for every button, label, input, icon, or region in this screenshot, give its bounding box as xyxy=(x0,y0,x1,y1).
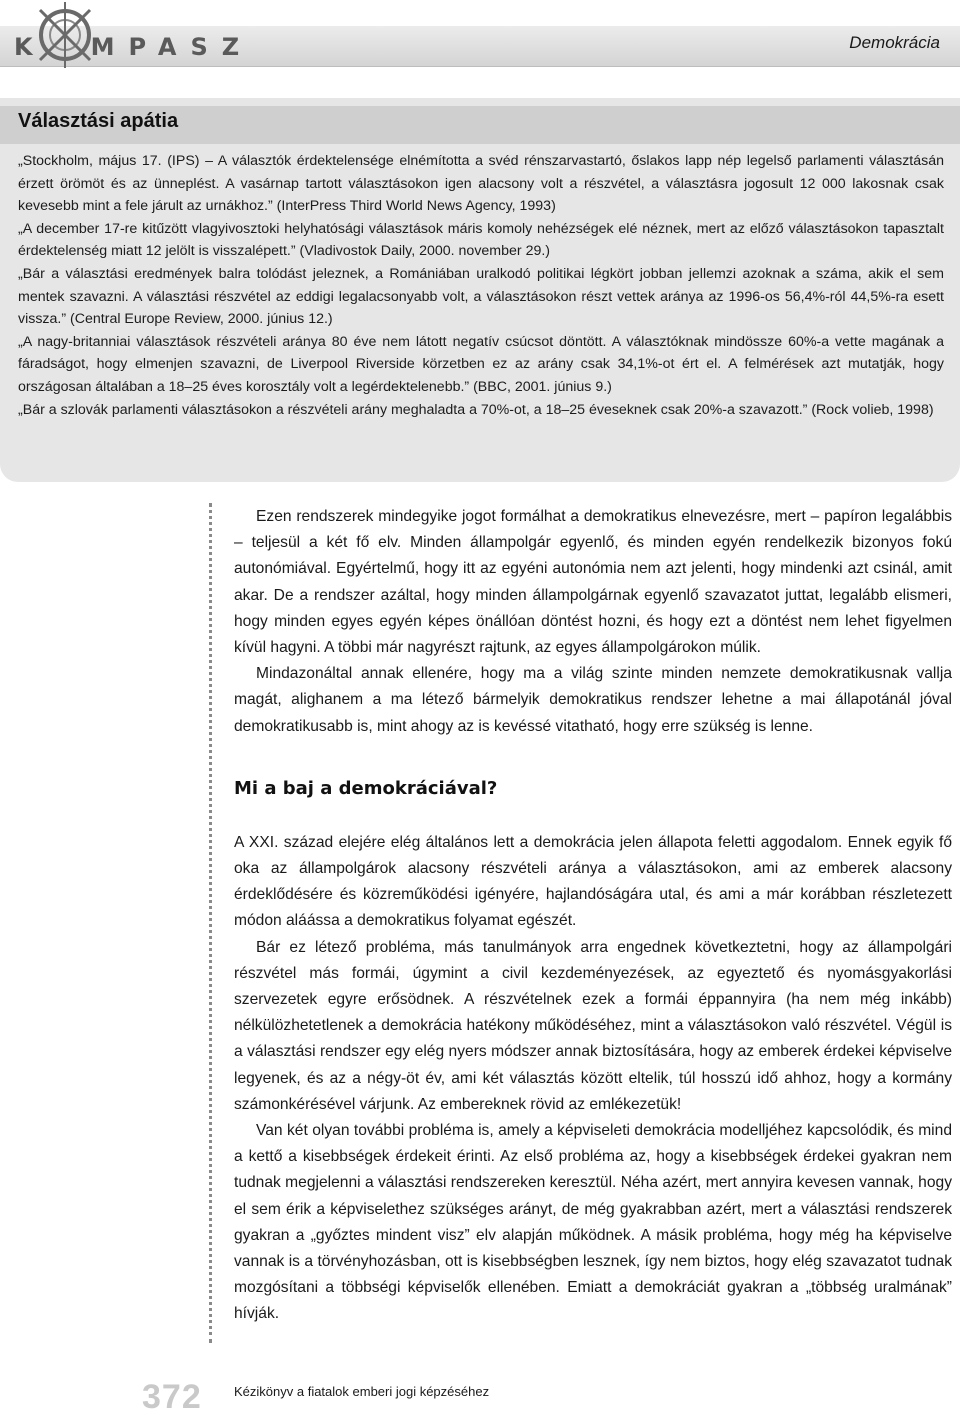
info-box-title: Választási apátia xyxy=(18,110,179,132)
quote-paragraph: „Stockholm, május 17. (IPS) – A választók érdektelensége elnémította a svéd rénszarvastartó, őslakos lapp nép legelső parlamenti választásán érzett örömöt és az ünneplést. A vasárnap tartott választásokon igen alacsony volt a részvétel, a választásra jogosult 12 000 lakosnak csak kevesebb mint a fele járult az urnákhoz.” (InterPress Third World News Agency, 1993) xyxy=(18,153,944,215)
page-header xyxy=(0,0,960,72)
body-paragraph: Ezen rendszerek mindegyike jogot formálhat a demokratikus elnevezésre, mert – papíron legalábbis – teljesül a két fő elv. Minden állampolgár egyenlő, és minden egyén rendelkezik bizonyos fokú autonómiával. Egyértelmű, hogy itt az egyéni autonómia nem azt jelenti, hogy mindenki azt csinál, amit akar. De a rendszer azáltal, hogy minden állampolgárnak egyenlő szavazatot juttat, legalább elismeri, hogy minden egyes egyén képes önállóan döntést hozni, és hogy ezt a döntést nem lehet figyelmen kívül hagyni. A többi már nagyrészt rajtunk, az egyes állampolgárokon múlik. xyxy=(234,508,952,657)
info-box-text xyxy=(18,150,944,421)
main-text xyxy=(234,504,952,1328)
logo-letter-k: K xyxy=(14,33,47,61)
body-paragraph: Bár ez létező probléma, más tanulmányok arra engednek következtetni, hogy az állampolgári részvétel más formái, úgymint a civil kezdeményezések, az egyeztető és nyomásgyakorlási szervezetek egyre erősödnek. A részvételnek ezek a formái éppannyira (ha nem még inkább) nélkülözhetetlenek a demokrácia hatékony működéséhez, mint a választásokon való részvétel. Végül is a választási rendszer egy elég nyers módszer annak biztosítására, hogy az emberek érdekei képviselve legyenek, és az a négy-öt év, ami két választás között eltelik, túl hosszú idő ahhoz, hogy a kormány számonkérésével várjunk. Az embereknek rövid az emlékezetük! xyxy=(234,938,952,1113)
section-heading: Mi a baj a demokráciával? xyxy=(234,777,498,799)
logo xyxy=(14,34,253,60)
body-paragraph: A XXI. század elejére elég általános lett a demokrácia jelen állapota feletti aggodalom. Ennek egyik fő oka az állampolgárok alacsony részvételi aránya a választásokon, ami az emberek alacsony érdeklődésére és közreműködési igényére, hajlandóságára utal, és ami a már korábban részletezett módon aláássa a demokratikus folyamat egészét. xyxy=(234,833,952,930)
logo-letters-mpasz: MPASZ xyxy=(90,33,254,61)
section-title: Demokrácia xyxy=(849,33,940,52)
quote-paragraph: „A nagy-britanniai választások részvételi aránya 80 éve nem látott negatív csúcsot döntött. A választóknak mindössze 60%-a vette magának a fáradságot, hogy elmenjen szavazni, de Liverpool Riverside körzetben ez az arány csak 34,1%-ot ért el. A felmérések azt mutatják, hogy országosan általában a 18–25 éves korosztály volt a legérdektelenebb.” (BBC, 2001. június 9.) xyxy=(18,333,944,395)
quote-paragraph: „Bár a választási eredmények balra tolódást jeleznek, a Romániában uralkodó politikai légkört jobban jellemzi azoknak a száma, akik el sem mentek szavazni. A választási részvétel az eddigi legalacsonyabb volt, a választásokon részt vettek aránya az 1996-os 56,4%-ról 44,5%-ra esett vissza.” (Central Europe Review, 2000. június 12.) xyxy=(18,265,944,328)
page-number: 372 xyxy=(142,1378,202,1416)
body-paragraph: Mindazonáltal annak ellenére, hogy ma a világ szinte minden nemzete demokratikusnak vallja magát, alighanem a ma létező bármelyik demokratikus rendszer lehetne a mai állapotánál jóval demokratikusabb is, mint ahogy az is kevéssé vitatható, hogy erre szükség is lenne. xyxy=(234,665,952,735)
footer-book-title: Kézikönyv a fiatalok emberi jogi képzéséhez xyxy=(234,1384,490,1399)
quote-paragraph: „Bár a szlovák parlamenti választásokon a részvételi arány meghaladta a 70%-ot, a 18–25 éveseknek csak 20%-a szavazott.” (Rock volieb, 1998) xyxy=(18,401,934,418)
quote-paragraph: „A december 17-re kitűzött vlagyivosztoki helyhatósági választások máris komoly nehézségek elé néznek, mert az előző választásokon tapasztalt érdektelenség miatt 12 jelölt is visszalépett.” (Vladivostok Daily, 2000. november 29.) xyxy=(18,220,944,260)
body-paragraph: Van két olyan további probléma is, amely a képviseleti demokrácia modelljéhez kapcsolódik, és mind a kettő a kisebbségek érdekeit érinti. Az első probléma az, hogy a kisebbségek érdekei gyakran nem tudnak megjelenni a választási rendszereken keresztül. Néha azért, mert annyira kevesen vannak, hogy el sem érik a képviselethez szükséges arányt, de még gyakrabban azért, mert a választási rendszerek gyakran a „győztes mindent visz” elv alapján működnek. A másik probléma, hogy még ha képviselve vannak is a törvényhozásban, ott is kisebbségben lesznek, így nem biztos, hogy elég szavazatot tudnak mozgósítani a többségi képviselők ellenében. Emiatt a demokráciát gyakran a „többség uralmának” hívják. xyxy=(234,1122,952,1323)
dotted-divider xyxy=(209,503,212,1343)
